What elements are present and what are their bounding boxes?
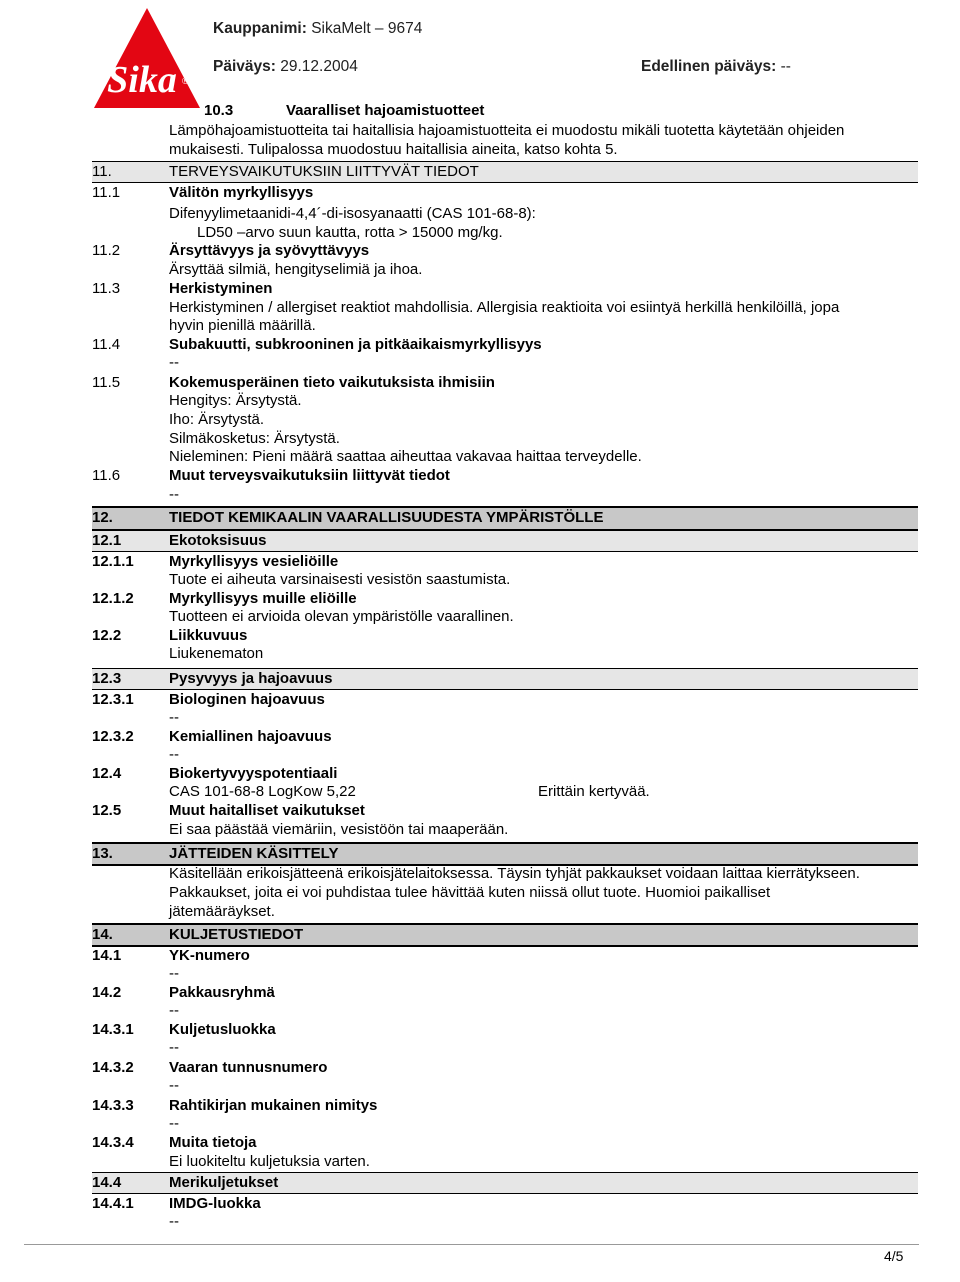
section-title: TERVEYSVAIKUTUKSIIN LIITTYVÄT TIEDOT: [169, 163, 479, 180]
subsection-number: 11.1: [92, 184, 121, 201]
section-title: Merikuljetukset: [169, 1174, 279, 1191]
section-number: 10.3: [204, 102, 234, 119]
prev-date-label: Edellinen päiväys:: [641, 58, 777, 75]
subsection-number: 12.2: [92, 627, 122, 644]
section-number: 14.4: [92, 1174, 122, 1191]
subsection-title: Välitön myrkyllisyys: [169, 184, 314, 201]
section-number: 12.: [92, 509, 113, 526]
subsection-header-12-1: [92, 530, 918, 552]
text-line: Tuote ei aiheuta varsinaisesti vesistön saastumista.: [169, 571, 511, 588]
subsection-title: Biokertyvyyspotentiaali: [169, 765, 338, 782]
text-line: --: [169, 1077, 179, 1094]
subsection-title: Muut haitalliset vaikutukset: [169, 802, 365, 819]
subsection-number: 12.1.1: [92, 553, 134, 570]
text-line: Silmäkosketus: Ärsytystä.: [169, 430, 340, 447]
section-title: Ekotoksisuus: [169, 532, 267, 549]
subsection-title: Kemiallinen hajoavuus: [169, 728, 332, 745]
date-value: 29.12.2004: [280, 58, 358, 75]
text-line: --: [169, 1039, 179, 1056]
subsection-title: Subakuutti, subkrooninen ja pitkäaikaismyrkyllisyys: [169, 336, 542, 353]
subsection-title: Biologinen hajoavuus: [169, 691, 325, 708]
text-line: jätemääräykset.: [169, 903, 275, 920]
text-line: Hengitys: Ärsytystä.: [169, 392, 302, 409]
subsection-number: 11.5: [92, 374, 121, 391]
product-label: Kauppanimi:: [213, 20, 307, 37]
subsection-number: 14.1: [92, 947, 122, 964]
subsection-header-14-4: [92, 1172, 918, 1194]
text-line: --: [169, 1213, 179, 1230]
subsection-number: 11.6: [92, 467, 121, 484]
subsection-number: 14.4.1: [92, 1195, 134, 1212]
subsection-title: Muita tietoja: [169, 1134, 257, 1151]
subsection-number: 12.3.1: [92, 691, 134, 708]
date-label: Päiväys:: [213, 58, 276, 75]
text-line: Liukenematon: [169, 645, 264, 662]
subsection-number: 12.5: [92, 802, 122, 819]
section-header-11: [92, 161, 918, 183]
section-title: JÄTTEIDEN KÄSITTELY: [169, 845, 339, 862]
subsection-title: IMDG-luokka: [169, 1195, 261, 1212]
previous-date: [641, 58, 791, 76]
section-number: 11.: [92, 163, 112, 180]
subsection-title: Ärsyttävyys ja syövyttävyys: [169, 242, 370, 259]
subsection-title: Herkistyminen: [169, 280, 273, 297]
text-line: Ärsyttää silmiä, hengityselimiä ja ihoa.: [169, 261, 423, 278]
text-line: Difenyylimetaanidi-4,4´-di-isosyanaatti (CAS 101-68-8):: [169, 205, 536, 222]
text-line: Tuotteen ei arvioida olevan ympäristölle vaarallinen.: [169, 608, 514, 625]
section-header-14: [92, 923, 918, 947]
subsection-title: Liikkuvuus: [169, 627, 248, 644]
text-line: --: [169, 965, 179, 982]
subsection-title: Pakkausryhmä: [169, 984, 275, 1001]
section-number: 14.: [92, 926, 113, 943]
subsection-title: Myrkyllisyys vesieliöille: [169, 553, 339, 570]
text-line: --: [169, 486, 179, 503]
text-line: Erittäin kertyvää.: [538, 783, 650, 800]
text-line: --: [169, 1115, 179, 1132]
subsection-title: Kuljetusluokka: [169, 1021, 276, 1038]
sika-logo: [92, 6, 202, 110]
page-number: 4/5: [884, 1248, 904, 1264]
subsection-number: 14.3.1: [92, 1021, 134, 1038]
section-number: 12.3: [92, 670, 122, 687]
product-name: [213, 20, 422, 38]
subsection-number: 14.3.2: [92, 1059, 134, 1076]
date: [213, 58, 358, 76]
text-line: --: [169, 1002, 179, 1019]
subsection-number: 11.2: [92, 242, 121, 259]
text-line: Herkistyminen / allergiset reaktiot mahdollisia. Allergisia reaktioita voi esiintyä herkillä henkilöillä, jopa: [169, 299, 840, 316]
text-line: --: [169, 354, 179, 371]
subsection-title: Myrkyllisyys muille eliöille: [169, 590, 357, 607]
section-title: Vaaralliset hajoamistuotteet: [286, 102, 485, 119]
subsection-number: 11.4: [92, 336, 121, 353]
section-number: 12.1: [92, 532, 122, 549]
prev-date-value: --: [780, 58, 791, 75]
subsection-number: 12.3.2: [92, 728, 134, 745]
section-text: Lämpöhajoamistuotteita tai haitallisia hajoamistuotteita ei muodostu mikäli tuotetta käytetään ohjeiden mukaisesti. Tulipalossa muodostuu haitallisia aineita, katso kohta 5.: [169, 122, 845, 158]
text-line: hyvin pienillä määrillä.: [169, 317, 316, 334]
svg-text:®: ®: [182, 76, 189, 86]
subsection-title: Vaaran tunnusnumero: [169, 1059, 328, 1076]
subsection-title: Kokemusperäinen tieto vaikutuksista ihmisiin: [169, 374, 495, 391]
text-line: Iho: Ärsytystä.: [169, 411, 265, 428]
section-title: TIEDOT KEMIKAALIN VAARALLISUUDESTA YMPÄRISTÖLLE: [169, 509, 604, 526]
text-line: Pakkaukset, joita ei voi puhdistaa tulee hävittää kuten niissä ollut tuote. Huomioi paikalliset: [169, 884, 771, 901]
text-line: Käsitellään erikoisjätteenä erikoisjätelaitoksessa. Täysin tyhjät pakkaukset voidaan laittaa kierrätykseen.: [169, 865, 860, 882]
subsection-number: 14.3.3: [92, 1097, 134, 1114]
subsection-title: Muut terveysvaikutuksiin liittyvät tiedot: [169, 467, 450, 484]
subsection-number: 14.3.4: [92, 1134, 134, 1151]
product-value: SikaMelt – 9674: [311, 20, 423, 37]
section-title: Pysyvyys ja hajoavuus: [169, 670, 333, 687]
subsection-number: 12.1.2: [92, 590, 134, 607]
text-line: Ei luokiteltu kuljetuksia varten.: [169, 1153, 370, 1170]
text-line: Nieleminen: Pieni määrä saattaa aiheuttaa vakavaa haittaa terveydelle.: [169, 448, 642, 465]
text-line: --: [169, 709, 179, 726]
section-title: KULJETUSTIEDOT: [169, 926, 304, 943]
subsection-title: Rahtikirjan mukainen nimitys: [169, 1097, 378, 1114]
subsection-number: 12.4: [92, 765, 122, 782]
svg-text:Sika: Sika: [107, 59, 177, 101]
text-line: --: [169, 746, 179, 763]
text-line: CAS 101-68-8 LogKow 5,22: [169, 783, 356, 800]
text-line: Ei saa päästää viemäriin, vesistöön tai maaperään.: [169, 821, 509, 838]
subsection-number: 11.3: [92, 280, 121, 297]
section-number: 13.: [92, 845, 113, 862]
text-line: LD50 –arvo suun kautta, rotta > 15000 mg/kg.: [197, 224, 503, 241]
footer-divider: [24, 1244, 919, 1245]
subsection-number: 14.2: [92, 984, 122, 1001]
subsection-title: YK-numero: [169, 947, 250, 964]
subsection-header-12-3: [92, 668, 918, 690]
section-header-13: [92, 842, 918, 866]
section-header-12: [92, 506, 918, 531]
